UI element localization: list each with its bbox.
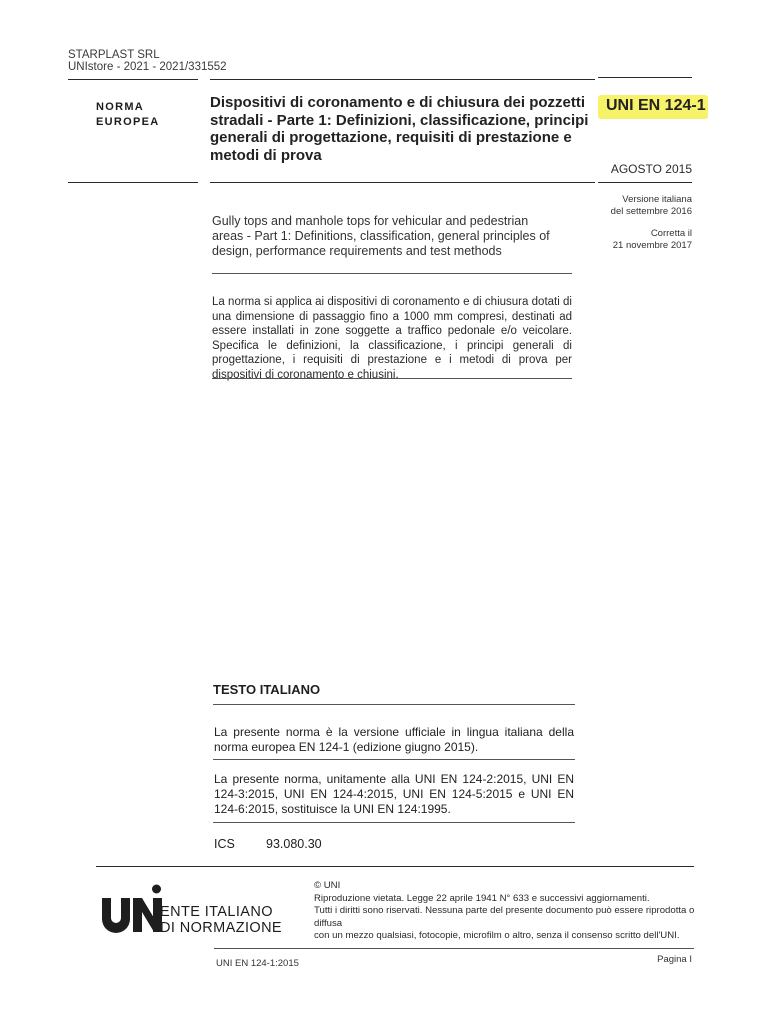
rule-left-2 — [68, 182, 198, 183]
footer-doc-ref: UNI EN 124-1:2015 — [216, 958, 299, 969]
correction-info — [613, 228, 692, 252]
ics-code: 93.080.30 — [266, 837, 322, 851]
copyright-line1: Riproduzione vietata. Legge 22 aprile 1941 N° 633 e successivi aggiornamenti. — [314, 892, 650, 904]
norm-type-line2: EUROPEA — [96, 116, 160, 128]
bottom-rule — [96, 866, 694, 867]
copyright-owner: © UNI — [314, 880, 341, 891]
logo-line1: ENTE ITALIANO — [160, 904, 273, 920]
footer-rule — [214, 948, 694, 949]
ics-label: ICS — [214, 837, 235, 851]
abstract: La norma si applica ai dispositivi di coronamento e di chiusura dotati di una dimensione di passaggio fino a 1000 mm compresi, destinati ad essere installati in zone soggette a traffico pedonale e/o veicolare. Specifica le definizioni, la classificazione, i principi generali di progettazione, i requisiti di prestazione e i metodi di prova per dispositivi di coronamento e chiusini. — [212, 296, 572, 381]
version-info — [611, 194, 692, 218]
official-version-note: La presente norma è la versione ufficiale in lingua italiana della norma europea EN 124-1 (edizione giugno 2015). — [214, 725, 574, 754]
logo-line2: DI NORMAZIONE — [160, 920, 283, 936]
publication-date: AGOSTO 2015 — [610, 162, 692, 176]
version-line2: del settembre 2016 — [610, 206, 692, 217]
testo-italiano-heading: TESTO ITALIANO — [213, 682, 321, 697]
norm-type — [96, 100, 160, 130]
standard-code-block — [598, 95, 706, 114]
top-rule-right — [598, 77, 692, 78]
title-italian: Dispositivi di coronamento e di chiusura dei pozzetti stradali - Parte 1: Definizioni, classificazione, principi generali di progettazione, requisiti di prestazione e metodi di prova — [210, 94, 589, 164]
rule-right-2 — [598, 182, 692, 183]
rule-after-testo — [213, 704, 575, 705]
title-english: Gully tops and manhole tops for vehicular and pedestrian areas - Part 1: Definitions, classification, general principles of design, performance requirements and test methods — [212, 214, 550, 258]
footer-page: Pagina I — [657, 954, 692, 965]
company-name: STARPLAST SRL — [68, 49, 160, 61]
copyright-line2: Tutti i diritti sono riservati. Nessuna parte del presente documento può essere riprodotta o diffusa — [314, 905, 695, 929]
rule-after-supersedes — [213, 822, 575, 823]
copyright-line3: con un mezzo qualsiasi, fotocopie, microfilm o altro, senza il consenso scritto dell'UNI. — [314, 930, 680, 941]
norm-type-line1: NORMA — [96, 101, 145, 113]
rule-after-english — [212, 273, 572, 274]
logo-text — [160, 904, 282, 936]
rule-after-official — [213, 759, 575, 760]
rule-mid-2 — [210, 182, 595, 183]
top-rule-left — [68, 79, 198, 80]
store-id: UNIstore - 2021 - 2021/331552 — [68, 61, 227, 73]
correction-line2: 21 novembre 2017 — [612, 240, 692, 251]
rule-after-abstract — [212, 378, 572, 379]
correction-line1: Corretta il — [650, 228, 692, 239]
supersedes-note: La presente norma, unitamente alla UNI EN 124-2:2015, UNI EN 124-3:2015, UNI EN 124-4:2015, UNI EN 124-5:2015 e UNI EN 124-6:2015, sostituisce la UNI EN 124:1995. — [214, 772, 574, 816]
top-rule-mid — [210, 79, 595, 80]
standard-code: UNI EN 124-1 — [606, 97, 706, 114]
copyright-block — [314, 880, 714, 943]
version-line1: Versione italiana — [622, 194, 692, 205]
